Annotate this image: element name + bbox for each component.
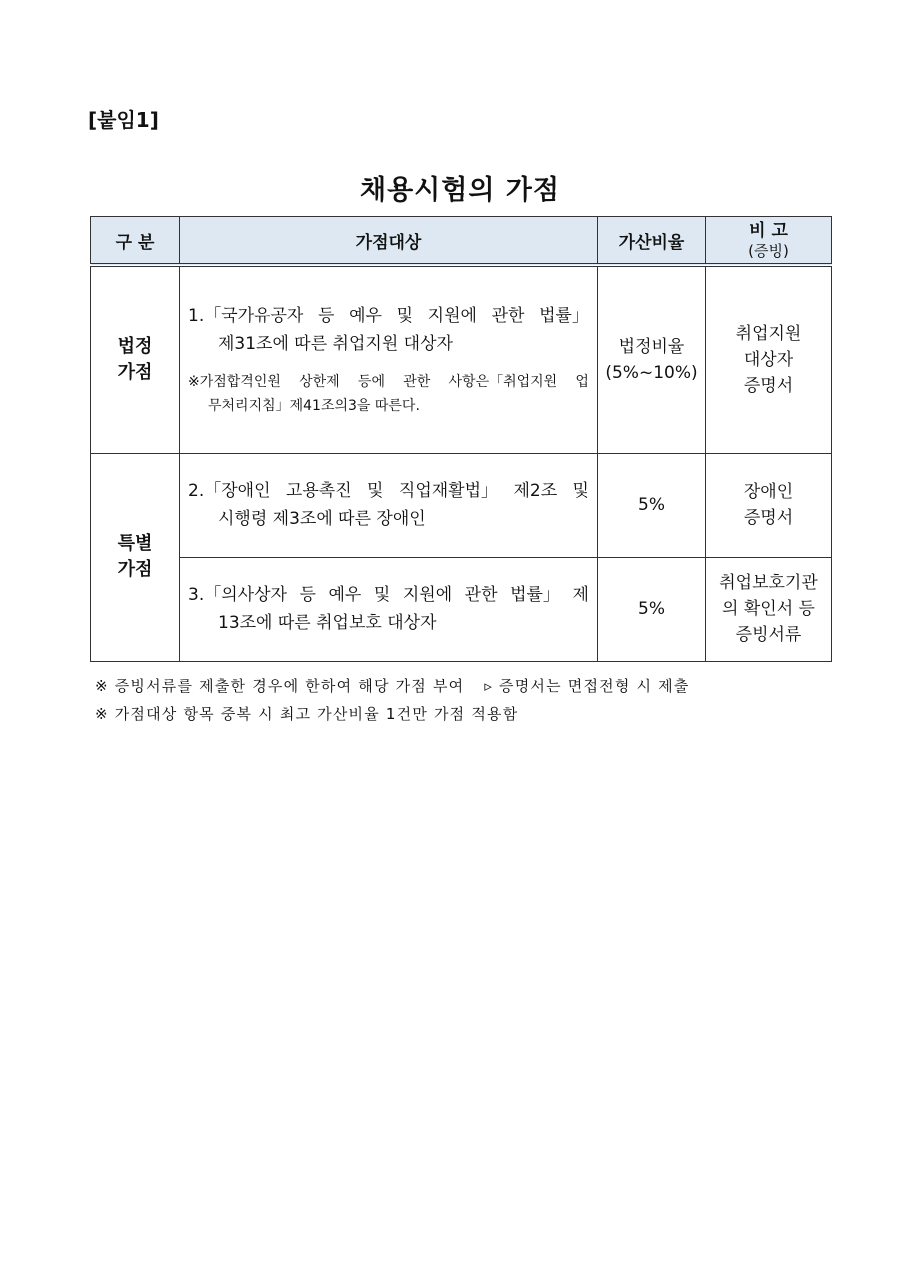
proof-line: 증빙서류 (735, 625, 802, 645)
category-cell (91, 453, 180, 661)
proof-line: 의 확인서 등 (722, 599, 815, 619)
category-line: 특별 (117, 533, 153, 554)
target-line-2: 시행령 제3조에 따른 장애인 (218, 509, 426, 529)
proof-line: 대상자 (743, 349, 794, 370)
footnote-1 (95, 672, 704, 700)
word: 등 (317, 305, 335, 326)
word: 직업재활법」 (398, 481, 499, 501)
target-line-2: 제31조에 따른 취업지원 대상자 (218, 333, 453, 354)
proof-line: 취업지원 (735, 323, 802, 344)
rate-cell: 5% (598, 453, 706, 557)
word: 관한 (464, 585, 498, 605)
word: 1.「국가유공자 (188, 305, 304, 326)
target-line-2: 13조에 따른 취업보호 대상자 (218, 613, 437, 633)
rate-line: (5%~10%) (605, 362, 698, 383)
category-line: 가점 (117, 361, 153, 383)
proof-line: 장애인 (743, 482, 794, 502)
target-cell (180, 265, 598, 453)
proof-line: 취업보호기관 (719, 573, 818, 593)
target-line-1 (188, 581, 589, 609)
bonus-points-table (90, 216, 832, 662)
page-title: 채용시험의 가점 (360, 175, 560, 206)
word: 사항은「취업지원 (448, 373, 558, 390)
word: 제2조 (513, 481, 558, 501)
category-cell (91, 265, 180, 453)
word: 및 (373, 585, 391, 605)
word: 및 (396, 305, 413, 326)
target-note-line-2: 무처리지침」제41조의3을 따른다. (208, 397, 420, 414)
target-note (188, 370, 589, 418)
header-note (706, 217, 832, 266)
header-note-sub: (증빙) (748, 242, 789, 260)
target-cell (180, 557, 598, 661)
table-header-row (91, 217, 832, 266)
target-line-1 (188, 477, 589, 505)
header-note-main: 비 고 (749, 221, 788, 241)
word: 예우 (349, 305, 382, 326)
header-rate: 가산비율 (598, 217, 706, 266)
footnote-1-extra: ▹ 증명서는 면접전형 시 제출 (484, 677, 690, 695)
proof-cell (706, 453, 832, 557)
word: 등 (299, 585, 316, 605)
word: 3.「의사상자 (188, 585, 287, 605)
word: 지원에 (427, 305, 477, 326)
footnote-2: ※ 가점대상 항목 중복 시 최고 가산비율 1건만 가점 적용함 (95, 705, 519, 723)
category-line: 법정 (117, 335, 153, 357)
target-line-1 (188, 302, 589, 330)
proof-cell (706, 265, 832, 453)
rate-cell (598, 265, 706, 453)
attachment-label: [붙임1] (88, 108, 159, 132)
table-row (91, 453, 832, 557)
proof-cell (706, 557, 832, 661)
footnote-1-text: ※ 증빙서류를 제출한 경우에 한하여 해당 가점 부여 (95, 677, 465, 695)
category-line: 가점 (117, 559, 153, 580)
word: 예우 (328, 585, 362, 605)
proof-line: 증명서 (743, 375, 794, 396)
word: 관한 (403, 373, 431, 390)
word: 업 (575, 373, 589, 390)
footnotes (95, 672, 704, 728)
word: 법률」 (510, 585, 560, 605)
word: 지원에 (402, 585, 453, 605)
target-note-line-1 (188, 370, 589, 394)
rate-cell: 5% (598, 557, 706, 661)
word: 제 (572, 585, 589, 605)
rate-line: 법정비율 (618, 336, 685, 357)
word: 관한 (491, 305, 525, 326)
target-cell (180, 453, 598, 557)
word: 상한제 (299, 373, 340, 390)
header-category: 구 분 (91, 217, 180, 266)
table-row (91, 557, 832, 661)
header-target: 가점대상 (180, 217, 598, 266)
word: 고용촉진 (285, 481, 352, 501)
word: 법률」 (539, 305, 589, 326)
word: 2.「장애인 (188, 481, 271, 501)
word: ※가점합격인원 (188, 373, 281, 390)
word: 및 (367, 481, 384, 501)
proof-line: 증명서 (743, 508, 794, 528)
word: 및 (572, 481, 589, 501)
table-row (91, 265, 832, 453)
word: 등에 (357, 373, 385, 390)
